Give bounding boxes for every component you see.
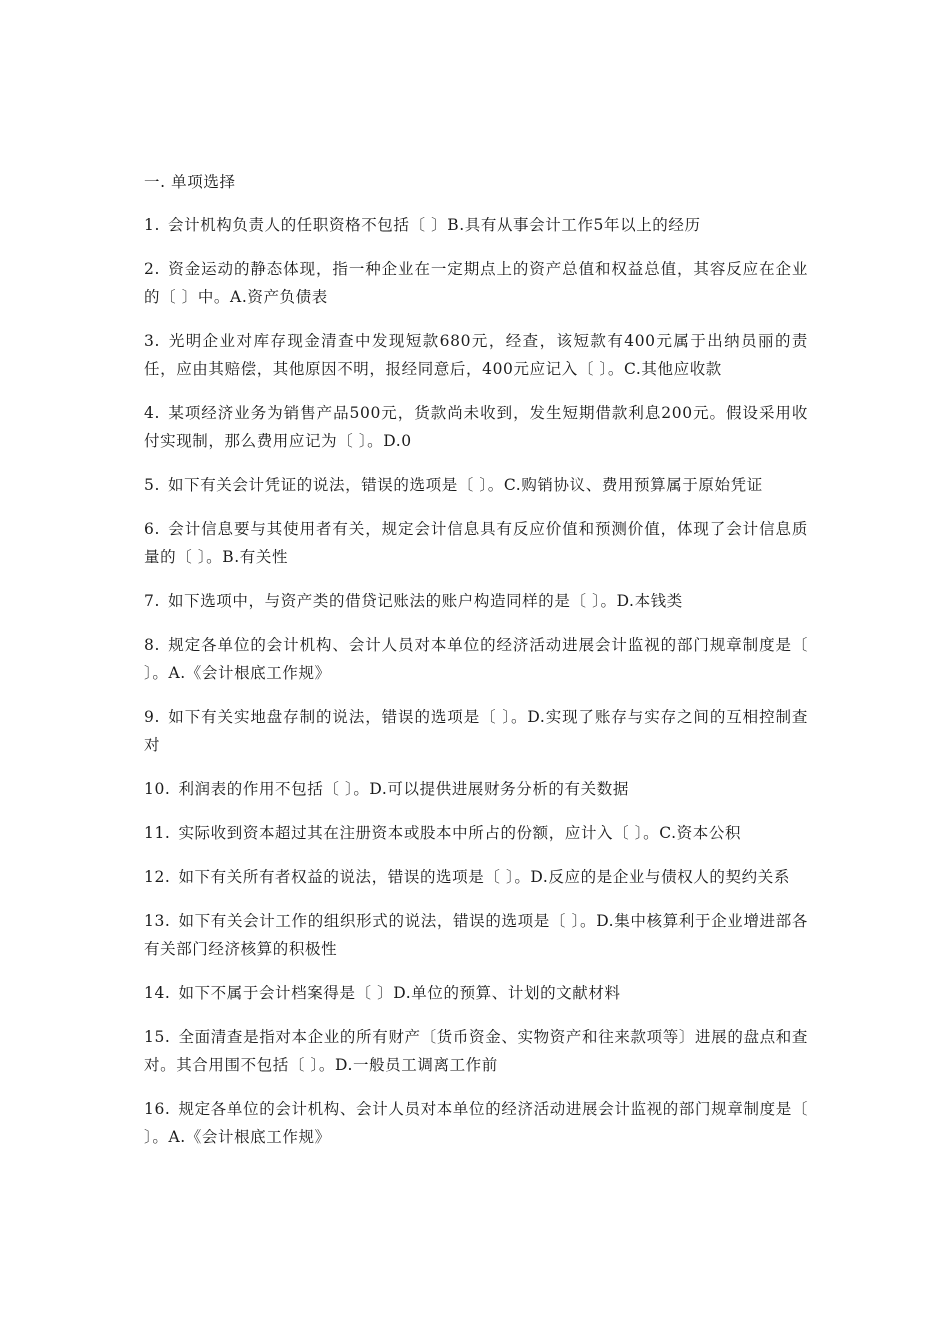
question-text: 利润表的作用不包括〔 〕。D.可以提供进展财务分析的有关数据 <box>178 780 629 798</box>
question-item <box>144 819 808 847</box>
question-item <box>144 471 808 499</box>
question-item <box>144 587 808 615</box>
question-number: 14. <box>144 984 171 1002</box>
question-list <box>144 211 808 1151</box>
question-text: 实际收到资本超过其在注册资本或股本中所占的份额，应计入〔 〕。C.资本公积 <box>178 824 742 842</box>
question-text: 某项经济业务为销售产品500元，货款尚未收到，发生短期借款利息200元。假设采用收付实现制，那么费用应记为〔 〕。D.0 <box>144 404 808 450</box>
question-number: 6. <box>144 520 160 538</box>
question-item <box>144 863 808 891</box>
question-number: 7. <box>144 592 160 610</box>
document-content <box>144 168 808 1167</box>
question-number: 4. <box>144 404 160 422</box>
question-item <box>144 703 808 759</box>
question-text: 光明企业对库存现金清查中发现短款680元，经查，该短款有400元属于出纳员丽的责任，应由其赔偿，其他原因不明，报经同意后，400元应记入〔 〕。C.其他应收款 <box>144 332 808 378</box>
question-number: 3. <box>144 332 160 350</box>
question-number: 16. <box>144 1100 171 1118</box>
question-text: 如下选项中，与资产类的借贷记账法的账户构造同样的是〔 〕。D.本钱类 <box>168 592 683 610</box>
question-number: 12. <box>144 868 171 886</box>
question-item <box>144 1023 808 1079</box>
question-item <box>144 1095 808 1151</box>
question-item <box>144 515 808 571</box>
question-number: 13. <box>144 912 171 930</box>
question-text: 如下有关会计工作的组织形式的说法，错误的选项是〔 〕。D.集中核算利于企业增进部各有关部门经济核算的积极性 <box>144 912 808 958</box>
question-text: 规定各单位的会计机构、会计人员对本单位的经济活动进展会计监视的部门规章制度是〔 〕。A.《会计根底工作规》 <box>144 636 808 682</box>
question-number: 2. <box>144 260 160 278</box>
question-item <box>144 907 808 963</box>
question-text: 如下有关会计凭证的说法，错误的选项是〔 〕。C.购销协议、费用预算属于原始凭证 <box>168 476 763 494</box>
question-text: 如下有关实地盘存制的说法，错误的选项是〔 〕。D.实现了账存与实存之间的互相控制查对 <box>144 708 808 754</box>
question-number: 10. <box>144 780 171 798</box>
question-item <box>144 211 808 239</box>
question-item <box>144 399 808 455</box>
question-number: 11. <box>144 824 171 842</box>
question-text: 全面清查是指对本企业的所有财产〔货币资金、实物资产和往来款项等〕进展的盘点和查对。其合用围不包括〔 〕。D.一般员工调离工作前 <box>144 1028 808 1074</box>
question-item <box>144 327 808 383</box>
question-number: 8. <box>144 636 160 654</box>
question-text: 会计信息要与其使用者有关，规定会计信息具有反应价值和预测价值，体现了会计信息质量的〔 〕。B.有关性 <box>144 520 808 566</box>
question-text: 如下有关所有者权益的说法，错误的选项是〔 〕。D.反应的是企业与债权人的契约关系 <box>178 868 790 886</box>
question-item <box>144 775 808 803</box>
question-text: 如下不属于会计档案得是〔 〕D.单位的预算、计划的文献材料 <box>178 984 621 1002</box>
question-text: 会计机构负责人的任职资格不包括〔 〕B.具有从事会计工作5年以上的经历 <box>168 216 701 234</box>
section-title: 一. 单项选择 <box>144 173 236 191</box>
question-item <box>144 631 808 687</box>
question-number: 15. <box>144 1028 171 1046</box>
question-number: 9. <box>144 708 160 726</box>
question-number: 1. <box>144 216 160 234</box>
question-item <box>144 255 808 311</box>
question-text: 规定各单位的会计机构、会计人员对本单位的经济活动进展会计监视的部门规章制度是〔 〕。A.《会计根底工作规》 <box>144 1100 808 1146</box>
question-text: 资金运动的静态体现，指一种企业在一定期点上的资产总值和权益总值，其容反应在企业的〔 〕中。A.资产负债表 <box>144 260 808 306</box>
question-item <box>144 979 808 1007</box>
question-number: 5. <box>144 476 160 494</box>
